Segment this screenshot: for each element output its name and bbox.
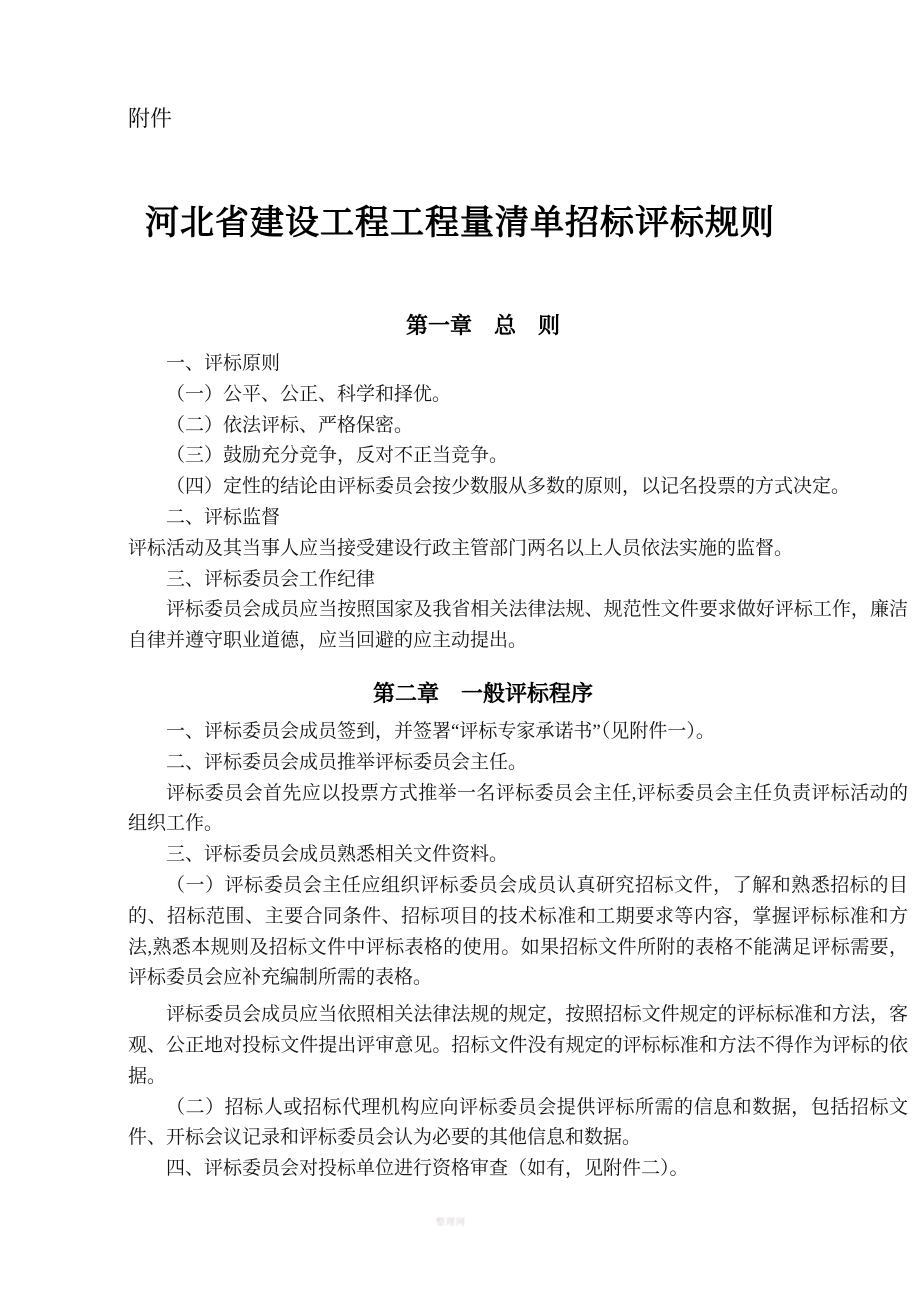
chapter-2-heading: 第二章 一般评标程序 bbox=[372, 680, 593, 706]
chapter-1-heading: 第一章 总 则 bbox=[405, 313, 560, 338]
paragraph: 评标委员会成员应当依照相关法律法规的规定，按照招标文件规定的评标标准和方法，客观、公正地对投标文件提出评审意见。招标文件没有规定的评标标准和方法不得作为评标的依据。 bbox=[128, 1004, 908, 1087]
paragraph: （二）依法评标、严格保密。 bbox=[166, 414, 414, 436]
paragraph: （一）评标委员会主任应组织评标委员会成员认真研究招标文件，了解和熟悉招标的目的、招标范围、主要合同条件、招标项目的技术标准和工期要求等内容，掌握评标标准和方法,熟悉本规则及招标文件中评标表格的使用。如果招标文件所附的表格不能满足评标需要，评标委员会应补充编制所需的表格。 bbox=[128, 874, 908, 989]
paragraph: 一、评标委员会成员签到，并签署“评标专家承诺书”（见附件一）。 bbox=[166, 720, 715, 742]
paragraph: 评标委员会首先应以投票方式推举一名评标委员会主任,评标委员会主任负责评标活动的组织工作。 bbox=[128, 782, 908, 835]
paragraph: （四）定性的结论由评标委员会按少数服从多数的原则，以记名投票的方式决定。 bbox=[166, 476, 851, 498]
paragraph: 四、评标委员会对投标单位进行资格审查（如有，见附件二）。 bbox=[166, 1158, 689, 1180]
chapter-2 bbox=[128, 679, 908, 1185]
chapter-2-paragraphs bbox=[128, 717, 908, 1185]
paragraph: 评标委员会成员应当按照国家及我省相关法律法规、规范性文件要求做好评标工作，廉洁自律并遵守职业道德，应当回避的应主动提出。 bbox=[128, 599, 908, 652]
paragraph: 三、评标委员会成员熟悉相关文件资料。 bbox=[166, 844, 509, 866]
document-title: 河北省建设工程工程量清单招标评标规则 bbox=[145, 205, 775, 242]
paragraph: （三）鼓励充分竞争，反对不正当竞争。 bbox=[166, 445, 509, 467]
paragraph: 二、评标委员会成员推举评标委员会主任。 bbox=[166, 751, 528, 773]
document-content bbox=[128, 0, 908, 1185]
paragraph: 一、评标原则 bbox=[166, 353, 281, 374]
paragraph: 二、评标监督 bbox=[166, 506, 281, 528]
site-watermark: 整理网 bbox=[436, 1217, 467, 1227]
chapter-1 bbox=[128, 311, 908, 657]
chapter-1-paragraphs bbox=[128, 349, 908, 657]
paragraph: 评标活动及其当事人应当接受建设行政主管部门两名以上人员依法实施的监督。 bbox=[128, 537, 794, 559]
attachment-label: 附件 bbox=[128, 106, 173, 131]
paragraph: （一）公平、公正、科学和择优。 bbox=[166, 383, 452, 405]
paragraph: 三、评标委员会工作纪律 bbox=[166, 568, 376, 590]
paragraph: （二）招标人或招标代理机构应向评标委员会提供评标所需的信息和数据，包括招标文件、开标会议记录和评标委员会认为必要的其他信息和数据。 bbox=[128, 1096, 908, 1149]
